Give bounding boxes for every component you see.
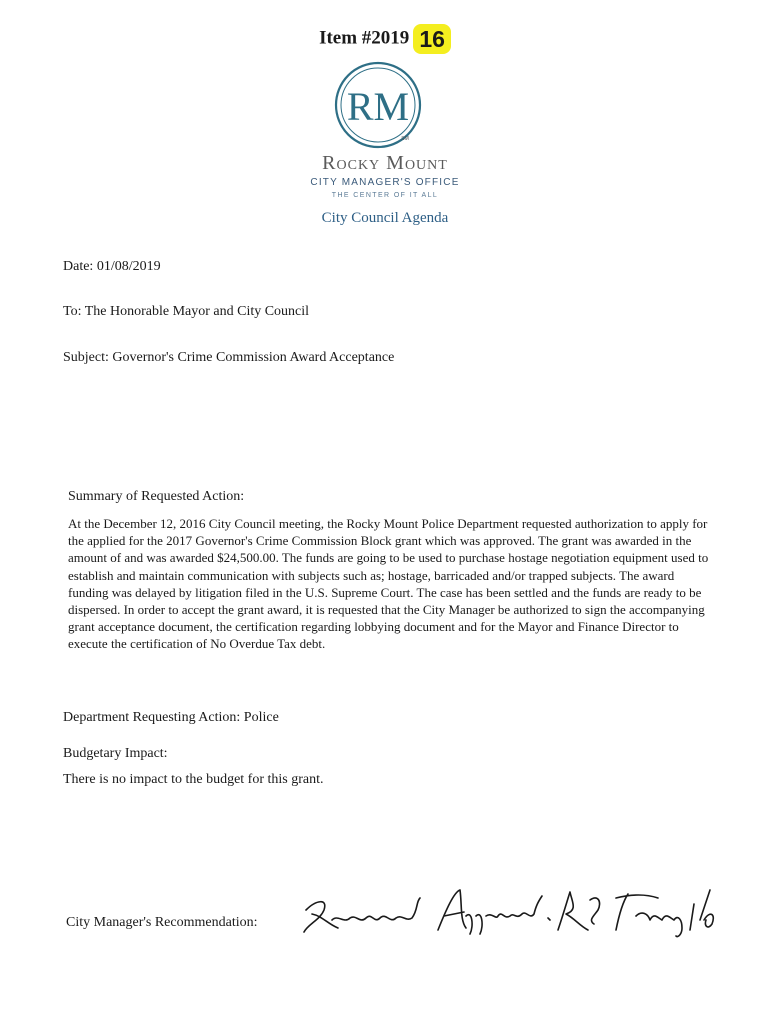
summary-heading: Summary of Requested Action: bbox=[68, 489, 245, 504]
subject-line: Subject: Governor's Crime Commission Award Acceptance bbox=[63, 350, 395, 365]
date-line: Date: 01/08/2019 bbox=[63, 259, 161, 274]
item-prefix: Item #2019 bbox=[319, 27, 410, 49]
org-name: Rocky Mount bbox=[322, 152, 448, 174]
department-line: Department Requesting Action: Police bbox=[63, 710, 279, 725]
org-tagline: THE CENTER OF IT ALL bbox=[331, 192, 439, 199]
budget-heading: Budgetary Impact: bbox=[63, 746, 168, 761]
to-line: To: The Honorable Mayor and City Council bbox=[63, 304, 310, 319]
logo-sm-mark: SM bbox=[401, 136, 409, 142]
summary-body: At the December 12, 2016 City Council meeting, the Rocky Mount Police Department requested authorization to apply for the applied for the 2017 Governor's Crime Commission Block grant which was approved. The grant was awarded in the amount of and was awarded $24,500.00. The funds are going to be used to purchase hostage negotiation equipment used to establish and maintain communication with subjects such as; hostage, barricaded and/or trapped subjects. The award funding was delayed by litigation filed in the U.S. Supreme Court. The case has been settled and the funds are ready to be dispersed. In order to accept the grant award, it is requested that the City Manager be authorized to sign the accompanying grant acceptance document, the certification regarding lobbying document and for the Mayor and Finance Director to execute the certification of No Overdue Tax debt. bbox=[68, 516, 709, 652]
handwritten-signature bbox=[298, 880, 718, 940]
recommendation-label: City Manager's Recommendation: bbox=[66, 915, 258, 930]
org-office: CITY MANAGER'S OFFICE bbox=[310, 177, 460, 188]
item-number-highlight: 16 bbox=[413, 24, 451, 54]
item-title bbox=[0, 24, 770, 54]
logo-monogram: RM bbox=[346, 84, 410, 129]
city-logo-seal bbox=[333, 60, 423, 150]
agenda-title: City Council Agenda bbox=[321, 210, 449, 226]
budget-text: There is no impact to the budget for this grant. bbox=[63, 772, 324, 787]
